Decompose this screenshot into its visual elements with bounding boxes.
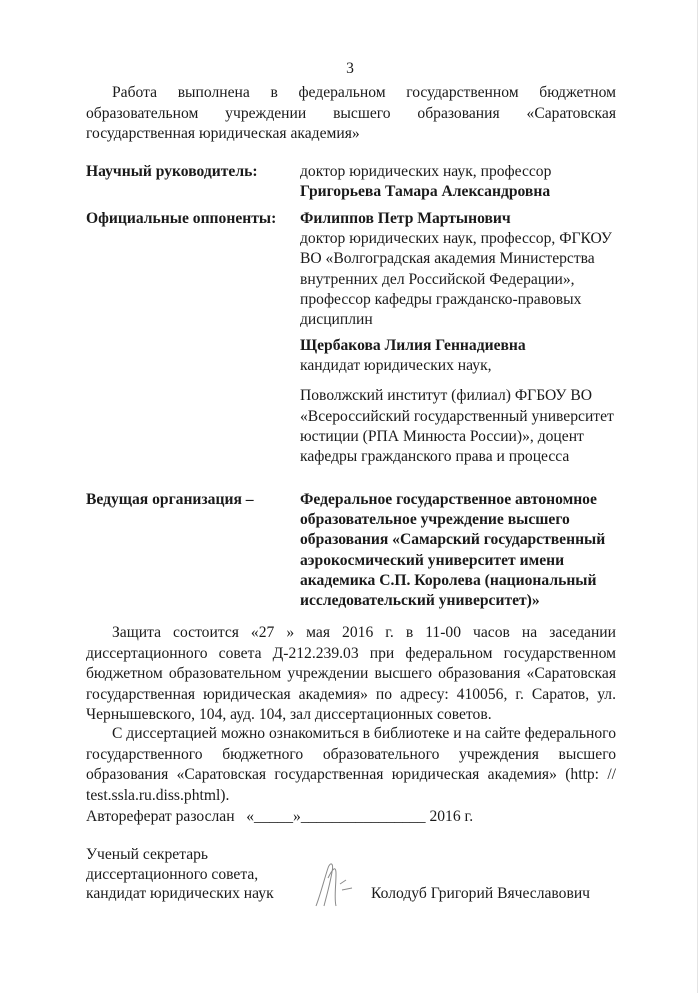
opponent-2-degree: кандидат юридических наук, (300, 357, 492, 375)
secretary-line-2: диссертационного совета, (86, 865, 259, 883)
supervisor-label: Научный руководитель: (86, 163, 258, 180)
opponent-2-details: Поволжский институт (филиал) ФГБОУ ВО «Всероссийский государственный университет юстиции (РПА Минюста России)», доцент кафедры гражданского права и процесса (300, 387, 614, 466)
secretary-block (86, 845, 274, 904)
page-edge (697, 0, 698, 993)
leading-org-label: Ведущая организация – (86, 491, 254, 508)
library-paragraph: С диссертацией можно ознакомиться в библиотеке и на сайте федерального государственного бюджетного образовательного учреждения высшего образования «Саратовская государственная юридическая академия» (http: // test.ssla.ru.diss.phtml). (86, 725, 616, 804)
secretary-line-1: Ученый секретарь (86, 846, 209, 863)
page-number: 3 (346, 60, 354, 77)
opponents-label: Официальные оппоненты: (86, 210, 277, 227)
intro-paragraph: Работа выполнена в федеральном государственном бюджетном образовательном учреждении высшего образования «Саратовская государственная юридическая академия» (86, 84, 616, 142)
opponent-1-name: Филиппов Петр Мартынович (300, 210, 511, 227)
signature-icon (306, 858, 366, 908)
leading-org-text: Федеральное государственное автономное образовательное учреждение высшего образования «Самарский государственный аэрокосмический университет имени академика С.П. Королева (национальный исследовательский университет)» (300, 491, 606, 610)
secretary-line-3: кандидат юридических наук (86, 885, 274, 902)
supervisor-name: Григорьева Тамара Александровна (300, 183, 551, 201)
opponent-1-details: доктор юридических наук, профессор, ФГКОУ ВО «Волгоградская академия Министерства внутренних дел Российской Федерации», профессор кафедры гражданско-правовых дисциплин (300, 230, 612, 329)
supervisor-value (300, 162, 618, 202)
secretary-name: Колодуб Григорий Вячеславович (371, 885, 591, 902)
supervisor-title: доктор юридических наук, профессор (300, 163, 552, 180)
opponent-1 (300, 209, 618, 330)
sent-line: Автореферат разослан «_____»________________ 2016 г. (86, 808, 474, 825)
defense-paragraph: Защита состоится «27 » мая 2016 г. в 11-00 часов на заседании диссертационного совета Д-212.239.03 при федеральном государственном бюджетном образовательном учреждении высшего образования «Саратовская государственная юридическая академия» по адресу: 410056, г. Саратов, ул. Чернышевского, 104, ауд. 104, зал диссертационных советов. (86, 624, 616, 723)
opponent-2 (300, 336, 618, 467)
opponent-2-name: Щербакова Лилия Геннадиевна (300, 337, 526, 354)
